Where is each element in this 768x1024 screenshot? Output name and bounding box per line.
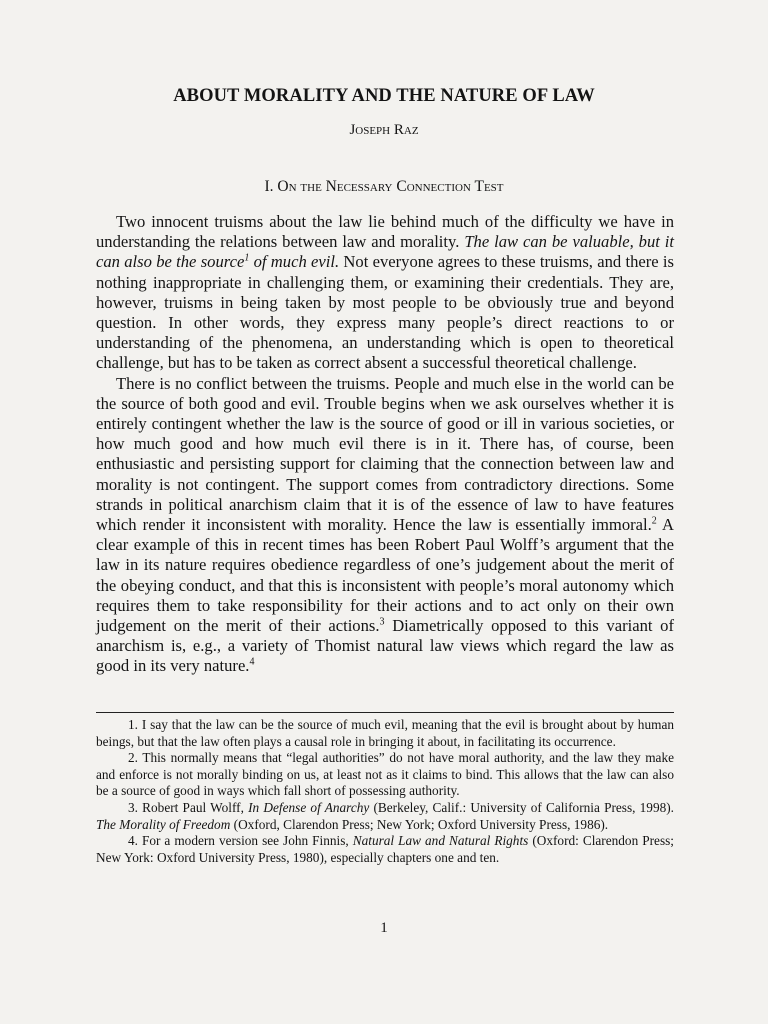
page-number: 1 [380, 920, 388, 936]
footnote-divider [96, 712, 674, 713]
italic-truism: The law can be valuable, but it can also be the source$^1$ of much evil. [96, 232, 674, 272]
footnote-ref-1[interactable]: 1 [244, 252, 250, 264]
paragraph-2: There is no conflict between the truisms. People and much else in the world can be the source of both good and evil. Trouble begins when we ask ourselves whether it is entirely contingent whether the law is the source of good or ill in various societies, or how much good and how much evil there is in it. There has, of course, been enthusiastic and persisting support for claiming that the connection between law and morality is not contingent. The support comes from contradictory directions. Some strands in political anarchism claim that it is of the essence of law to have features which render it inconsistent with morality. Hence the law is essentially immoral.$^2$ A clear example of this in recent times has been Robert Paul Wolff’s argument that the law in its nature requires obedience regardless of one’s judgement about the merit of the obeying conduct, and that this is inconsistent with people’s moral autonomy which requires them to take responsibility for their actions and to act only on their own judgement on the merit of their actions.$^3$ Diametrically opposed to this variant of anarchism is, e.g., a variety of Thomist natural law views which regard the law as good in its very nature.$^4$ [96, 373, 674, 676]
footnote-ref-2[interactable]: 2 [651, 515, 657, 527]
article-title: ABOUT MORALITY AND THE NATURE OF LAW [173, 86, 595, 106]
section-heading: I. On the Necessary Connection Test [264, 178, 504, 195]
footnote-3: 3. Robert Paul Wolff, In Defense of Anarchy (Berkeley, Calif.: University of California Press, 1998). The Morality of Freedom (Oxford, Clarendon Press; New York; Oxford University Press, 1986). [96, 799, 675, 832]
body-text [96, 212, 674, 677]
footnote-4: 4. For a modern version see John Finnis, Natural Law and Natural Rights (Oxford: Clarendon Press; New York: Oxford University Press, 1980), especially chapters one and ten. [96, 833, 674, 865]
author-name: Joseph Raz [349, 122, 419, 138]
paragraph-1: Two innocent truisms about the law lie behind much of the difficulty we have in understanding the relations between law and morality. The law can be valuable, but it can also be the source$^1$ of much evil. Not everyone agrees to these truisms, and there is nothing inappropriate in challenging them, or examining their credentials. They are, however, truisms in being taken by most people to be obviously true and beyond question. In other words, they express many people’s direct reactions to or understanding of the phenomena, an understanding which is open to theoretical challenge, but has to be taken as correct absent a successful theoretical challenge. [96, 212, 674, 373]
footnote-1: 1. I say that the law can be the source of much evil, meaning that the evil is brought about by human beings, but that the law often plays a causal role in bringing it about, in facilitating its occurrence. [96, 717, 674, 749]
footnote-2: 2. This normally means that “legal authorities” do not have moral authority, and the law they make and enforce is not morally binding on us, at least not as it claims to bind. This allows that the law can also be a source of good in ways which fall short of possessing authority. [96, 750, 674, 799]
footnotes [96, 717, 674, 866]
footnote-ref-4[interactable]: 4 [249, 656, 255, 668]
footnote-ref-3[interactable]: 3 [379, 616, 385, 628]
